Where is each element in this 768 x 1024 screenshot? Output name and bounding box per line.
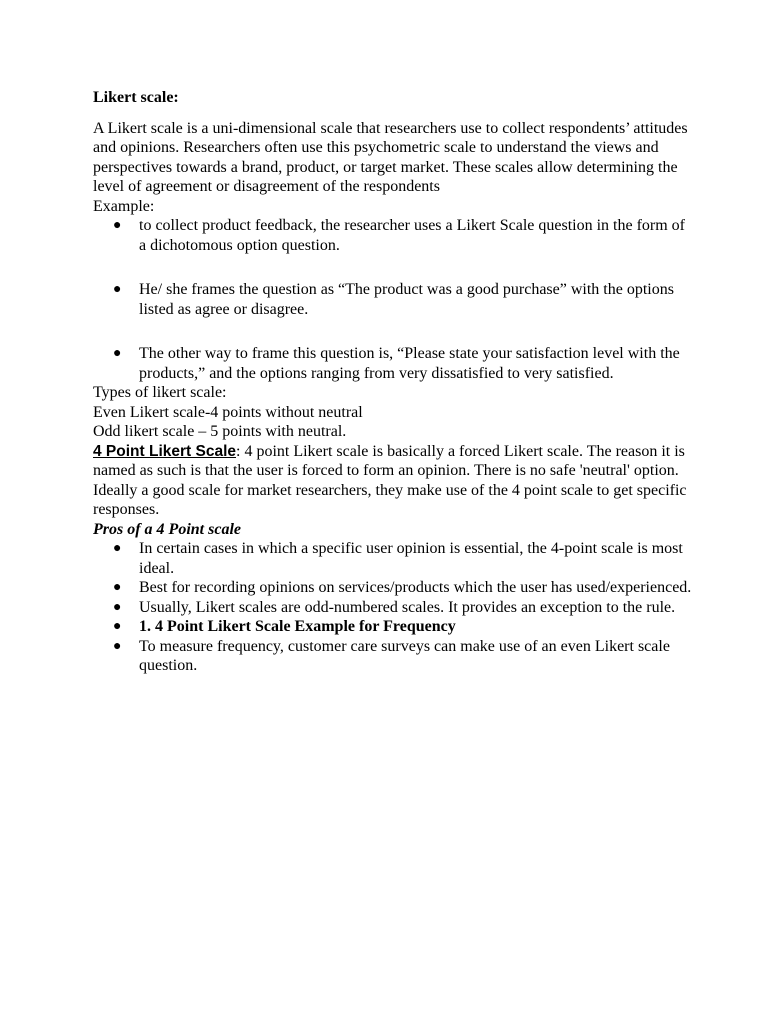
bullet-icon: ● (113, 599, 122, 615)
document-page (93, 88, 693, 676)
list-item-text: The other way to frame this question is, “Please state your satisfaction level with the products,” and the options ranging from very dissatisfied to very satisfied. (139, 345, 680, 382)
list-item-text: He/ she frames the question as “The product was a good purchase” with the options listed as agree or disagree. (139, 281, 674, 318)
list-item-text: In certain cases in which a specific user opinion is essential, the 4-point scale is most ideal. (139, 540, 683, 577)
list-item (93, 637, 693, 676)
list-item (93, 578, 693, 598)
intro-paragraph: A Likert scale is a uni-dimensional scale that researchers use to collect respondents’ attitudes and opinions. Researchers often use this psychometric scale to understand the views and perspectives towards a brand, product, or target market. These scales allow determining the level of agreement or disagreement of the respondents (93, 119, 688, 195)
types-label: Types of likert scale: (93, 384, 227, 401)
four-point-heading: 4 Point Likert Scale (93, 442, 236, 460)
list-item-text: 1. 4 Point Likert Scale Example for Frequency (139, 618, 456, 635)
list-item (93, 617, 693, 637)
even-scale-line: Even Likert scale-4 points without neutral (93, 403, 363, 421)
example-list (93, 216, 693, 383)
document-title: Likert scale: (93, 89, 179, 106)
list-item (93, 280, 693, 319)
list-item (93, 344, 693, 383)
list-item-text: to collect product feedback, the researcher uses a Likert Scale question in the form of a dichotomous option question. (139, 217, 685, 254)
bullet-icon: ● (113, 346, 122, 361)
four-point-text: : 4 point Likert scale is basically a forced Likert scale. The reason it is named as such is that the user is forced to form an opinion. There is no safe 'neutral' option. Ideally a good scale for market researchers, they make use of the 4 point scale to get specific responses. (93, 442, 687, 518)
bullet-icon: ● (113, 619, 122, 634)
bullet-icon: ● (113, 282, 122, 297)
list-item-text: To measure frequency, customer care surveys can make use of an even Likert scale question. (139, 637, 670, 674)
list-item (93, 216, 693, 255)
bullet-icon: ● (113, 541, 122, 556)
bullet-icon: ● (113, 580, 122, 595)
pros-list (93, 539, 693, 676)
odd-scale-line: Odd likert scale – 5 points with neutral. (93, 423, 347, 440)
list-item-text: Usually, Likert scales are odd-numbered scales. It provides an exception to the rule. (139, 598, 676, 616)
example-label: Example: (93, 197, 155, 215)
list-item (93, 539, 693, 578)
four-point-paragraph (93, 442, 693, 520)
list-item (93, 598, 693, 618)
pros-heading: Pros of a 4 Point scale (93, 520, 241, 538)
bullet-icon: ● (113, 218, 122, 233)
list-item-text: Best for recording opinions on services/products which the user has used/experienced. (139, 579, 692, 596)
bullet-icon: ● (113, 638, 122, 654)
